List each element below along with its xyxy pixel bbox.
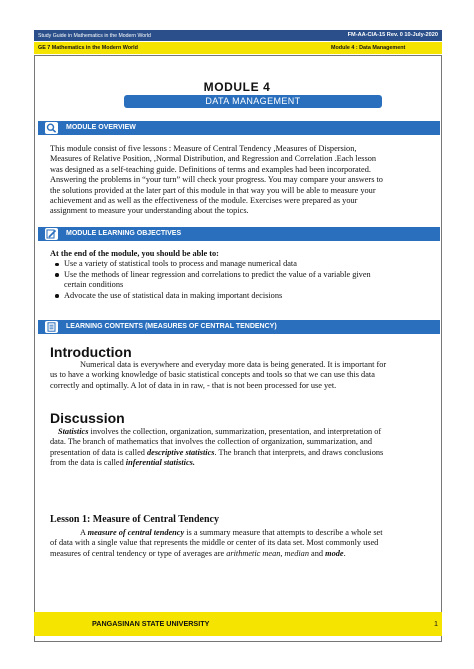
lesson-text: is a summary measure that attempts to describe a whole set bbox=[184, 528, 383, 537]
overview-line: Answering the problems in “your turn” will check your progress. You may compare your answers to bbox=[50, 175, 383, 185]
term-inferential-statistics: inferential statistics. bbox=[125, 458, 195, 468]
objective-item: Use a variety of statistical tools to process and manage numerical data bbox=[64, 259, 430, 269]
overview-heading: MODULE OVERVIEW bbox=[66, 124, 136, 131]
module-reference: Module 4 : Data Management bbox=[331, 45, 406, 51]
introduction-paragraph bbox=[50, 360, 430, 391]
course-name: GE 7 Mathematics in the Modern World bbox=[38, 45, 138, 51]
overview-line: was designed as a self-teaching guide. Definitions of terms and examples had been incorporated. bbox=[50, 164, 371, 174]
overview-section-bar bbox=[38, 121, 440, 135]
term-measure-of-central-tendency: measure of central tendency bbox=[87, 528, 185, 537]
overview-paragraph bbox=[50, 144, 430, 217]
module-title: MODULE 4 bbox=[203, 80, 271, 94]
document-icon bbox=[45, 321, 58, 333]
intro-line: us to have a working knowledge of basic statistical concepts and tools so that we can use this data bbox=[50, 370, 375, 380]
footer-bar bbox=[34, 612, 442, 636]
term-descriptive-statistics: descriptive statistics bbox=[147, 447, 215, 457]
lesson-text: measures of central tendency or type of averages are bbox=[50, 548, 227, 558]
objective-item: Use the methods of linear regression and correlations to predict the value of a variable given bbox=[64, 270, 430, 280]
objectives-heading: MODULE LEARNING OBJECTIVES bbox=[66, 230, 182, 237]
pencil-icon bbox=[45, 228, 58, 240]
form-code: FM-AA-CIA-15 Rev. 0 10-July-2020 bbox=[347, 32, 438, 39]
intro-line: Numerical data is everywhere and everyday more data is being generated. It is important for bbox=[80, 360, 387, 369]
contents-section-bar bbox=[38, 320, 440, 334]
lesson-heading: Lesson 1: Measure of Central Tendency bbox=[50, 514, 219, 525]
discussion-text: data. The branch of mathematics that involves the collection of organization, summarization, and bbox=[50, 437, 373, 447]
objectives-block bbox=[50, 249, 430, 301]
term-mode: mode bbox=[325, 548, 344, 558]
module-subtitle: DATA MANAGEMENT bbox=[124, 95, 382, 108]
overview-line: Measures of Relative Position, ,Normal Distribution, and Regression and Correlation .Each lesson bbox=[50, 154, 377, 164]
objective-item: Advocate the use of statistical data in making important decisions bbox=[64, 291, 430, 301]
lesson-text: . bbox=[343, 548, 346, 558]
term-median: median bbox=[284, 548, 309, 558]
overview-line: the solutions provided at the later part of this module in that way you will be able to measure your bbox=[50, 185, 376, 195]
discussion-text: from the data is called bbox=[50, 458, 126, 468]
overview-line: This module consist of five lessons : Measure of Central Tendency ,Measures of Dispersion, bbox=[50, 144, 357, 153]
discussion-text: . The branch that interprets, and draws conclusions bbox=[214, 447, 384, 457]
lesson-paragraph bbox=[50, 528, 430, 559]
introduction-heading: Introduction bbox=[50, 344, 132, 360]
lesson-text: and bbox=[308, 548, 326, 558]
page-number: 1 bbox=[434, 619, 438, 628]
overview-line: achievement and as well as the effectiveness of the module. Exercises were prepared as your bbox=[50, 196, 358, 206]
term-statistics: Statistics bbox=[58, 427, 89, 436]
guide-title: Study Guide in Mathematics in the Modern World bbox=[38, 32, 151, 39]
lesson-text: A bbox=[80, 528, 88, 537]
objective-item-continuation: certain conditions bbox=[64, 280, 124, 290]
objectives-section-bar bbox=[38, 227, 440, 241]
discussion-paragraph bbox=[50, 427, 430, 469]
magnifier-icon bbox=[45, 122, 58, 134]
document-header-bar bbox=[34, 30, 442, 41]
contents-heading: LEARNING CONTENTS (MEASURES OF CENTRAL TENDENCY) bbox=[66, 323, 277, 330]
term-arithmetic-mean: arithmetic mean bbox=[226, 548, 281, 558]
objectives-intro: At the end of the module, you should be able to: bbox=[50, 249, 219, 258]
course-bar bbox=[34, 42, 442, 54]
lesson-text: of data with a single value that represents the middle or center of its data set. Most commonly used bbox=[50, 538, 379, 548]
overview-line: assignment to measure your understanding about the topics. bbox=[50, 206, 249, 216]
discussion-text: presentation of data is called bbox=[50, 447, 147, 457]
objectives-list bbox=[50, 259, 430, 301]
discussion-text: involves the collection, organization, summarization, presentation, and interpretation of bbox=[88, 427, 382, 436]
intro-line: correctly and optimally. A lot of data in in raw, - that is not been processed for use yet. bbox=[50, 380, 337, 390]
discussion-heading: Discussion bbox=[50, 410, 125, 426]
lesson-text: , bbox=[280, 548, 285, 558]
university-name: PANGASINAN STATE UNIVERSITY bbox=[92, 619, 210, 628]
